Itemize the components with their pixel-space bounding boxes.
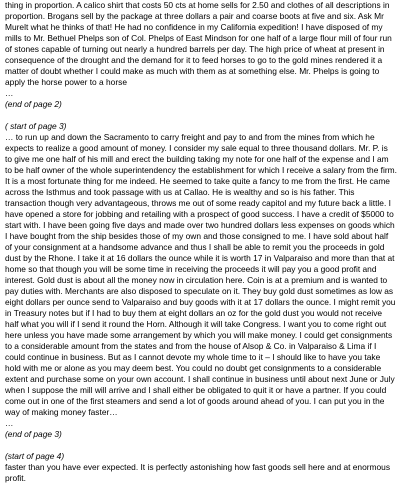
letter-transcription — [5, 0, 397, 484]
page-4-body: faster than you have ever expected. It is perfectly astonishing how fast goods sell here and at enormous profit. — [5, 462, 391, 483]
paragraph-gap — [5, 440, 397, 451]
page-2-body: thing in proportion. A calico shirt that costs 50 cts at home sells for 2.50 and clothes of all descriptions in proportion. Brogans sell by the package at three dollars a pair and coarse boots at five and six. Ask Mr Murelt what he thinks of that! He had no confidence in my California expedition! I have disposed of my mills to Mr. Bethuel Phelps son of Col. Phelps of East Mindson for one half of a large flour mill of four run of stones capable of turning out nearly a hundred barrels per day. The high price of wheat at present in consequence of the drought and the demand for it to feed horses to go to the gold mines rendered it a matter of doubt whether I could make as much with them as at something else. Mr. Phelps is going to apply the horse power to a horse — [5, 0, 392, 87]
page-4-start-marker: (start of page 4) — [5, 451, 65, 461]
page-3-end-marker: (end of page 3) — [5, 429, 62, 439]
page-3-start-marker: ( start of page 3) — [5, 121, 67, 131]
paragraph-gap — [5, 110, 397, 121]
page-2-end-marker: (end of page 2) — [5, 99, 62, 109]
page-3-body: … to run up and down the Sacramento to carry freight and pay to and from the mines from which he expects to realize a good amount of money. I consider my sale equal to three thousand dollars. Mr. P. is to give me one half of his mill and erect the building taking my note for one half of the expense and I am to be half owner of the whole superintendency the establishment for which I receive a salary from the firm. It is a most fortunate thing for me indeed. He seemed to take quite a fancy to me from the first. He came across the Isthmus and took passage with us at Callao. He is wealthy and so is his father. This transaction though very advantageous, throws me out of some ready capitol and my future back a little. I have opened a store for jobbing and retailing with a prospect of good success. I have a credit of $5000 to start with. I have been going five days and made over two hundred dollars less expenses on goods which I have bought from the ship besides those of my own and those consigned to me. I have sold about half of your consignment at a handsome advance and thus I shall be able to remit you the proceeds in gold dust by the Rhone. I take it at 16 dollars the ounce while it is worth 17 in Valparaiso and more than that at home so that though you will be some time in receiving the proceeds it will pay you a good profit and interest. Gold dust is about all the money now in circulation here. Coin is at a premium and is wanted to pay duties with. Merchants are also disposed to speculate on it. They buy gold dust sometimes as low as eight dollars per ounce send to Valparaiso and buy goods with it at 17 dollars the ounce. I might remit you in Treasury notes but if I had to buy them at eight dollars an oz for the gold dust you would not receive half what you will if I send it round the Horn. Although it will take Congress. I want you to come right out here unless you have made some arrangement by which you will make money. I could get consignments to a considerable amount from the states and from the house of Alsop & Co. in Valparaiso & Lima if I could continue in business. But as I cannot devote my whole time to it – I should like to have you take hold with me or alone as you may deem best. You could no doubt get consignments to a considerable extent and purchase some on your own account. I shall continue in business until about next June or July when I suppose the mill will arrive and I shall either be obligated to quit it or have a partner. If you could come out in one of the first steamers and send a lot of goods around ahead of you. I can put you in the way of making money faster… — [5, 132, 397, 417]
page-2-ellipsis: … — [5, 88, 14, 98]
page-3-ellipsis: … — [5, 418, 14, 428]
